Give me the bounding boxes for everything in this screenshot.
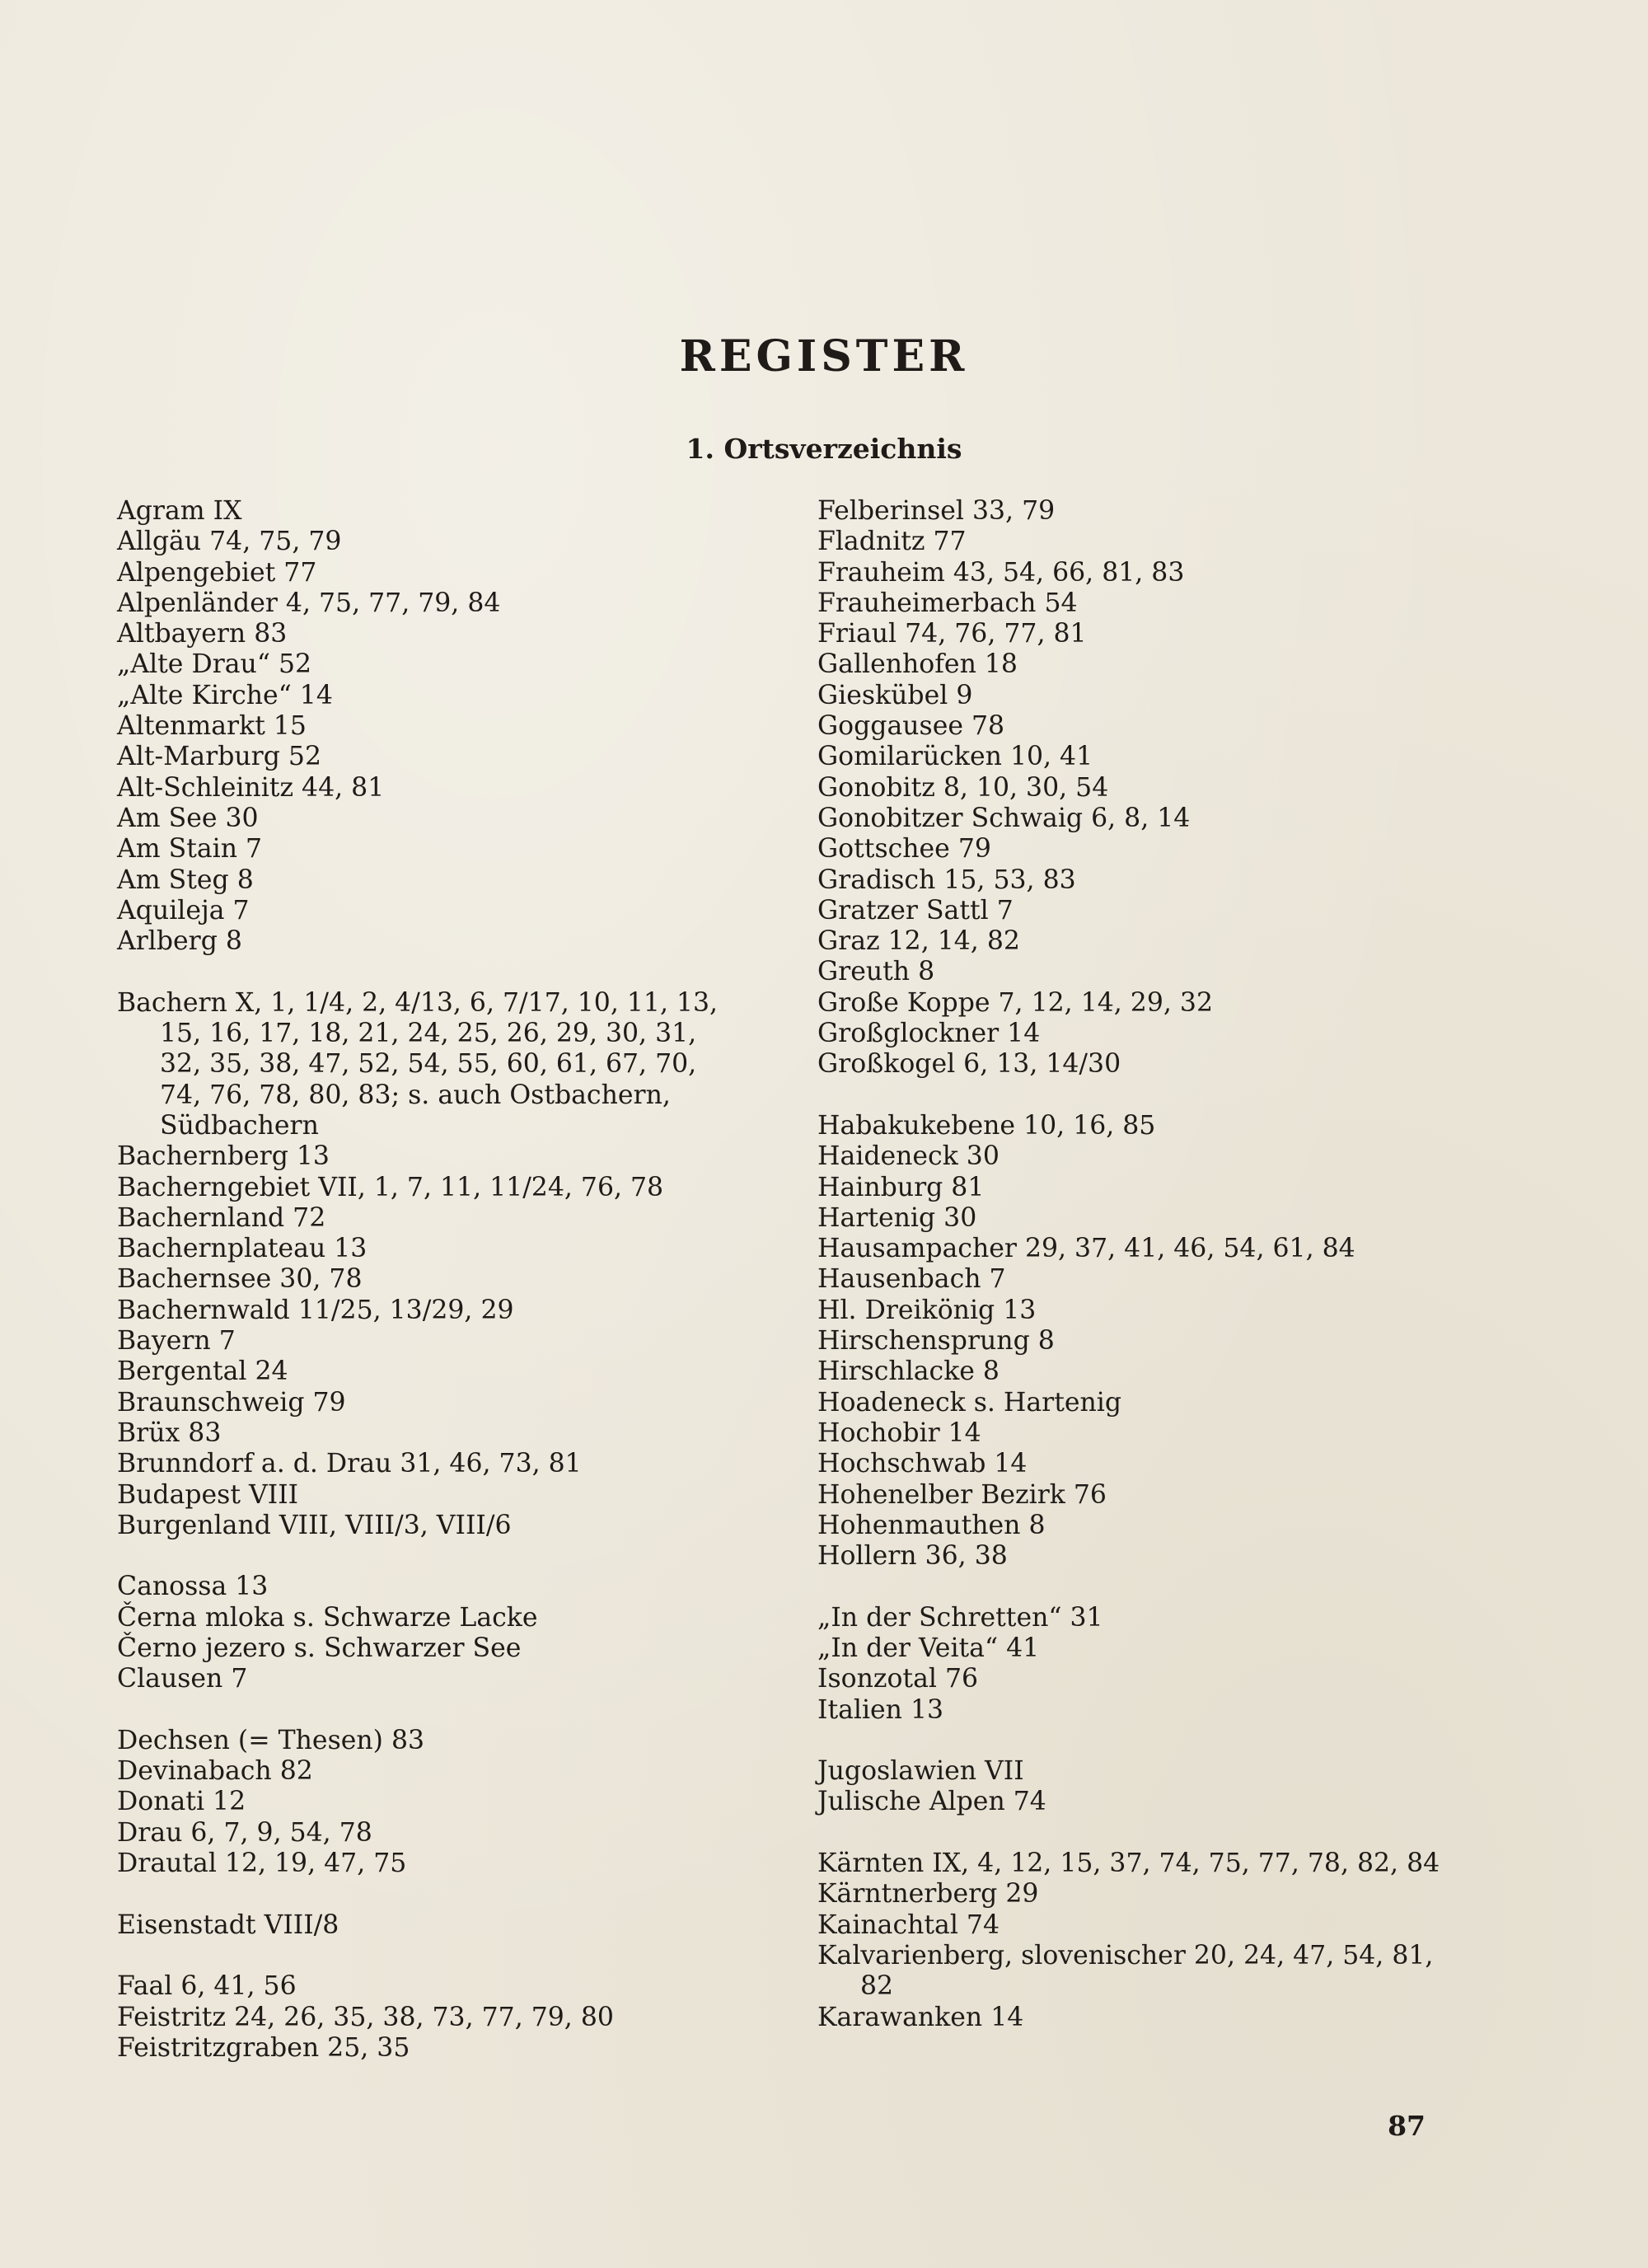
index-entry: Bergental 24 (117, 1357, 288, 1387)
index-entry: Habakukebene 10, 16, 85 (817, 1110, 1156, 1141)
index-entry: „Alte Kirche“ 14 (117, 680, 333, 710)
index-entry: „Alte Drau“ 52 (117, 649, 312, 680)
section-gap (817, 1572, 1444, 1602)
index-entry: Bachernberg 13 (117, 1141, 330, 1172)
index-entry: Am Steg 8 (117, 865, 254, 895)
index-entry: Julische Alpen 74 (817, 1787, 1046, 1817)
index-entry: Bachernsee 30, 78 (117, 1264, 363, 1295)
index-entry: Clausen 7 (117, 1664, 248, 1694)
index-entry: Bachernland 72 (117, 1202, 326, 1233)
index-entry: Kärntnerberg 29 (817, 1879, 1039, 1910)
index-entry: Hausampacher 29, 37, 41, 46, 54, 61, 84 (817, 1234, 1355, 1264)
index-entry: Hainburg 81 (817, 1172, 985, 1202)
index-entry: Burgenland VIII, VIII/3, VIII/6 (117, 1510, 512, 1540)
index-entry: Gratzer Sattl 7 (817, 895, 1014, 925)
page-number: 87 (1388, 2110, 1426, 2142)
index-entry: Hl. Dreikönig 13 (817, 1295, 1037, 1325)
index-entry: Italien 13 (817, 1694, 944, 1725)
index-entry: Haideneck 30 (817, 1141, 1000, 1172)
index-entry: Kalvarienberg, slovenischer 20, 24, 47, 54, 81, 82 (817, 1940, 1434, 2002)
index-entry: Kärnten IX, 4, 12, 15, 37, 74, 75, 77, 78, 82, 84 (817, 1849, 1440, 1879)
index-entry: Hartenig 30 (817, 1202, 977, 1233)
index-entry: Braunschweig 79 (117, 1387, 346, 1418)
index-entry: Budapest VIII (117, 1479, 299, 1510)
index-entry: Bacherngebiet VII, 1, 7, 11, 11/24, 76, 78 (117, 1172, 664, 1202)
section-gap (117, 1941, 743, 1971)
index-entry: Großglockner 14 (817, 1019, 1041, 1049)
index-entry: Hohenmauthen 8 (817, 1510, 1046, 1540)
index-entry: Černa mloka s. Schwarze Lacke (117, 1602, 538, 1633)
index-entry: Hollern 36, 38 (817, 1541, 1008, 1572)
index-entry: Drautal 12, 19, 47, 75 (117, 1849, 407, 1879)
index-entry: Alt-Schleinitz 44, 81 (117, 772, 385, 803)
index-entry: Aquileja 7 (117, 895, 250, 925)
index-entry: Feistritzgraben 25, 35 (117, 2032, 410, 2063)
section-gap (817, 1818, 1444, 1849)
index-entry: Drau 6, 7, 9, 54, 78 (117, 1817, 372, 1848)
index-entry: Hirschlacke 8 (817, 1357, 1000, 1387)
index-entry: „In der Schretten“ 31 (817, 1602, 1103, 1633)
section-subtitle: 1. Ortsverzeichnis (686, 433, 962, 465)
index-entry: Agram IX (117, 496, 242, 526)
index-entry: Fladnitz 77 (817, 527, 967, 557)
index-entry: Bachernplateau 13 (117, 1234, 368, 1264)
index-entry: Am See 30 (117, 803, 259, 833)
index-entry: Gonobitz 8, 10, 30, 54 (817, 772, 1109, 803)
section-gap (117, 1879, 743, 1910)
section-gap (117, 1541, 743, 1572)
index-entry: Gonobitzer Schwaig 6, 8, 14 (817, 803, 1191, 833)
index-entry: Goggausee 78 (817, 711, 1005, 742)
index-entry: „In der Veita“ 41 (817, 1633, 1040, 1663)
index-entry: Altbayern 83 (117, 619, 288, 649)
index-entry: Frauheimerbach 54 (817, 588, 1078, 618)
index-entry: Gottschee 79 (817, 834, 991, 865)
section-gap (117, 957, 743, 987)
index-entry: Hochschwab 14 (817, 1449, 1028, 1479)
index-entry: Friaul 74, 76, 77, 81 (817, 619, 1087, 649)
index-entry: Hochobir 14 (817, 1418, 981, 1448)
index-entry: Hirschensprung 8 (817, 1326, 1055, 1357)
section-gap (817, 1080, 1444, 1111)
index-entry: Alt-Marburg 52 (117, 742, 321, 772)
index-entry: Felberinsel 33, 79 (817, 496, 1056, 526)
index-entry: Frauheim 43, 54, 66, 81, 83 (817, 557, 1185, 588)
index-entry: Isonzotal 76 (817, 1664, 979, 1694)
index-entry: Arlberg 8 (117, 926, 242, 957)
page-title: REGISTER (679, 331, 969, 382)
index-entry: Bachernwald 11/25, 13/29, 29 (117, 1295, 514, 1325)
index-entry: Bachern X, 1, 1/4, 2, 4/13, 6, 7/17, 10, 11, 13, 15, 16, 17, 18, 21, 24, 25, 26, 29, 30, 31, 32, 35, 38, 47, 52, 54, 55, 60, 61, 67, 70, 74, 76, 78, 80, 83; s. auch Ostbachern, Südbachern (117, 987, 719, 1141)
index-entry: Alpenländer 4, 75, 77, 79, 84 (117, 588, 501, 618)
index-entry: Gradisch 15, 53, 83 (817, 865, 1076, 895)
index-entry: Altenmarkt 15 (117, 711, 307, 742)
index-entry: Hohenelber Bezirk 76 (817, 1479, 1107, 1510)
index-entry: Am Stain 7 (117, 834, 263, 865)
index-entry: Karawanken 14 (817, 2002, 1024, 2032)
index-entry: Alpengebiet 77 (117, 557, 317, 588)
index-entry: Jugoslawien VII (817, 1756, 1024, 1787)
index-entry: Canossa 13 (117, 1572, 269, 1602)
index-entry: Bayern 7 (117, 1326, 236, 1357)
index-entry: Graz 12, 14, 82 (817, 926, 1020, 957)
index-entry: Devinabach 82 (117, 1756, 313, 1787)
index-entry: Greuth 8 (817, 957, 935, 987)
index-entry: Gallenhofen 18 (817, 649, 1018, 680)
section-gap (117, 1695, 743, 1726)
index-entry: Gomilarücken 10, 41 (817, 742, 1093, 772)
index-entry: Kainachtal 74 (817, 1910, 1000, 1940)
index-column-right (817, 496, 1444, 2033)
index-entry: Hoadeneck s. Hartenig (817, 1387, 1122, 1418)
index-column-left (117, 496, 743, 2064)
index-entry: Feistritz 24, 26, 35, 38, 73, 77, 79, 80 (117, 2002, 614, 2032)
index-entry: Donati 12 (117, 1787, 246, 1817)
index-entry: Großkogel 6, 13, 14/30 (817, 1049, 1121, 1080)
index-entry: Brunndorf a. d. Drau 31, 46, 73, 81 (117, 1449, 582, 1479)
index-entry: Dechsen (= Thesen) 83 (117, 1725, 425, 1755)
index-entry: Gieskübel 9 (817, 680, 973, 710)
index-entry: Hausenbach 7 (817, 1264, 1006, 1295)
index-entry: Faal 6, 41, 56 (117, 1971, 297, 2002)
index-entry: Eisenstadt VIII/8 (117, 1910, 339, 1940)
section-gap (817, 1726, 1444, 1756)
index-entry: Brüx 83 (117, 1418, 222, 1448)
index-entry: Černo jezero s. Schwarzer See (117, 1633, 522, 1663)
index-entry: Allgäu 74, 75, 79 (117, 527, 342, 557)
index-entry: Große Koppe 7, 12, 14, 29, 32 (817, 987, 1213, 1018)
